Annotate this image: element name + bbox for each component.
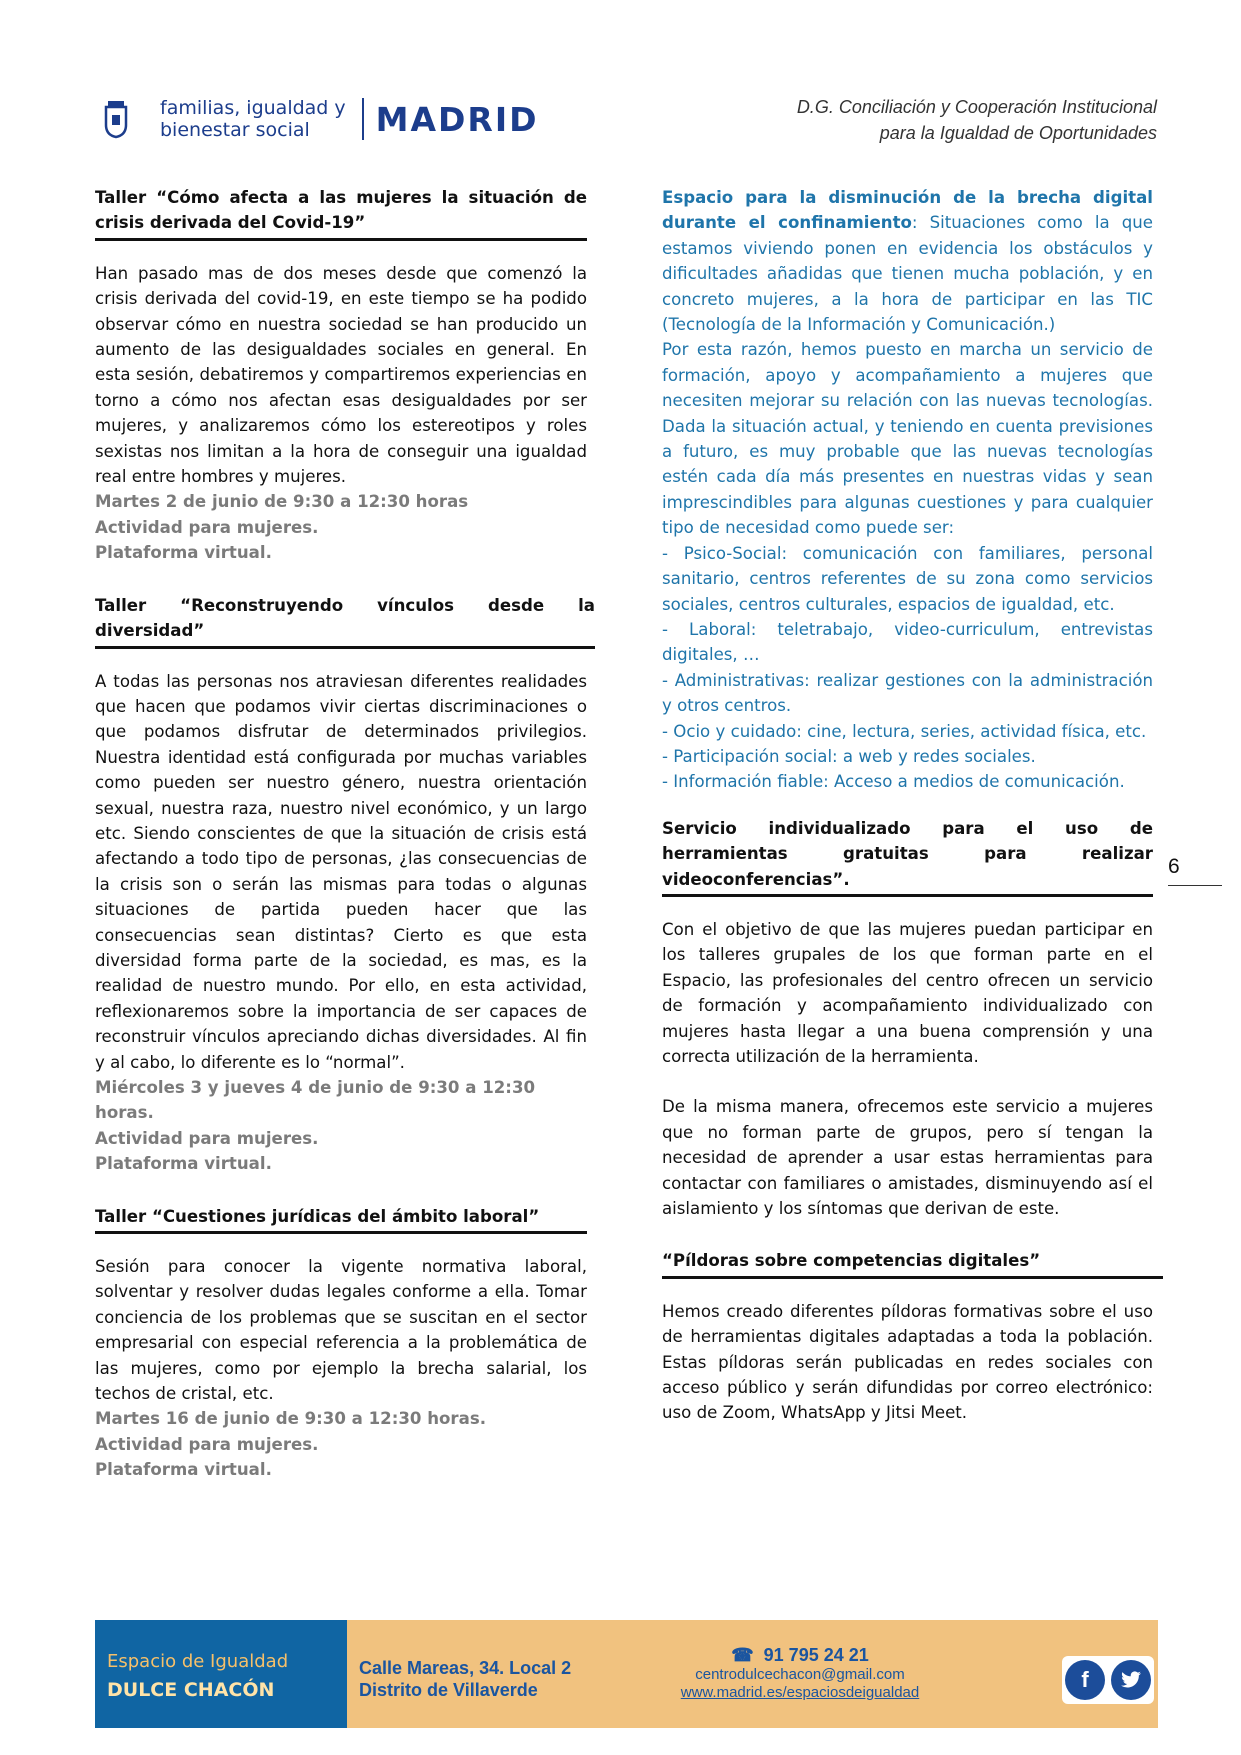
logo-department — [160, 97, 346, 141]
workshop-title: Taller “Reconstruyendo vínculos desde la diversidad” — [95, 595, 595, 641]
twitter-icon[interactable] — [1111, 1660, 1151, 1700]
service-title: Servicio individualizado para el uso de herramientas gratuitas para realizar videoconferencias”. — [662, 818, 1153, 889]
workshop-audience: Actividad para mujeres. — [95, 1128, 319, 1148]
list-item: - Información fiable: Acceso a medios de comunicación. — [662, 772, 1125, 792]
directorate-line-1: D.G. Conciliación y Cooperación Institucional — [796, 97, 1157, 117]
workshop-heading — [95, 185, 587, 241]
footer-phone[interactable]: 91 795 24 21 — [763, 1645, 869, 1665]
workshop-description: Sesión para conocer la vigente normativa laboral, solventar y resolver dudas legales conforme a ella. Tomar conciencia de los problemas que se suscitan en el sector empresarial con especial referencia a la problemática de las mujeres, como por ejemplo la brecha salarial, los techos de cristal, etc. — [95, 1257, 587, 1404]
phone-icon: ☎ — [731, 1645, 764, 1665]
list-item: - Participación social: a web y redes sociales. — [662, 746, 1036, 766]
digital-gap-section — [662, 185, 1153, 795]
service-heading — [662, 816, 1153, 897]
workshop-legal — [95, 1204, 587, 1483]
list-item: - Ocio y cuidado: cine, lectura, series, actividad física, etc. — [662, 721, 1147, 741]
footer-address-line-1: Calle Mareas, 34. Local 2 — [359, 1658, 572, 1678]
workshop-covid — [95, 185, 587, 566]
workshop-date: Miércoles 3 y jueves 4 de junio de 9:30 a 12:30 horas. — [95, 1078, 536, 1123]
workshop-heading — [95, 1204, 587, 1234]
workshop-audience: Actividad para mujeres. — [95, 1434, 319, 1454]
footer-email[interactable]: centrodulcechacon@gmail.com — [695, 1666, 905, 1683]
workshop-place: Plataforma virtual. — [95, 1460, 272, 1480]
digital-gap-intro-text: : Situaciones como la que estamos viviendo ponen en evidencia los obstáculos y dificultades añadidas que tienen mucha población, y en concreto mujeres, a la hora de participar en las TIC (Tecnología de la Información y Comunicación.) — [662, 213, 1153, 335]
workshop-audience: Actividad para mujeres. — [95, 517, 319, 537]
madrid-logo — [102, 97, 539, 141]
footer — [95, 1620, 1158, 1728]
left-column — [95, 185, 595, 1510]
workshop-heading — [95, 593, 595, 649]
directorate-line-2: para la Igualdad de Oportunidades — [879, 123, 1157, 143]
logo-line-2: bienestar social — [160, 119, 310, 141]
footer-social — [1001, 1620, 1158, 1728]
footer-space — [95, 1620, 347, 1728]
facebook-icon[interactable]: f — [1065, 1660, 1105, 1700]
pills-heading — [662, 1248, 1163, 1278]
footer-address — [347, 1620, 599, 1728]
social-links — [1062, 1656, 1154, 1704]
workshop-date: Martes 16 de junio de 9:30 a 12:30 horas. — [95, 1409, 486, 1429]
directorate-header — [797, 94, 1157, 146]
individual-service-section — [662, 816, 1153, 1222]
footer-phone-row — [599, 1644, 1001, 1666]
digital-pills-section — [662, 1248, 1153, 1425]
digital-gap-paragraph: Por esta razón, hemos puesto en marcha un servicio de formación, apoyo y acompañamiento a mujeres que necesiten mejorar su relación con las nuevas tecnologías. Dada la situación actual, y teniendo en cuenta previsiones a futuro, es muy probable que las nuevas tecnologías estén cada día más presentes en nuestras vidas y sean imprescindibles para algunas cuestiones y para cualquier tipo de necesidad como puede ser: — [662, 340, 1153, 538]
page-number: 6 — [1168, 855, 1222, 886]
workshop-date: Martes 2 de junio de 9:30 a 12:30 horas — [95, 492, 469, 512]
workshop-description: A todas las personas nos atraviesan diferentes realidades que hacen que podamos vivir ciertas discriminaciones o que podamos disfrutar de determinados privilegios. Nuestra identidad está configurada por muchas variables como pueden ser nuestro género, nuestra orientación sexual, nuestra raza, nuestro nivel económico, y un largo etc. Siendo conscientes de que la situación de crisis está afectando a todo tipo de personas, ¿las consecuencias de la crisis son o serán las mismas para todas o algunas situaciones de partida pueden hacer que las consecuencias sean distintas? Cierto es que esta diversidad forma parte de la sociedad, es mas, es la realidad de nuestro mundo. Por ello, en esta actividad, reflexionaremos sobre la importancia de ser capaces de reconstruir vínculos apreciando dichas diversidades. Al fin y al cabo, lo diferente es lo “normal”. — [95, 671, 587, 1072]
footer-address-line-2: Distrito de Villaverde — [359, 1680, 538, 1700]
pills-title: “Píldoras sobre competencias digitales” — [662, 1251, 1041, 1271]
footer-space-name: DULCE CHACÓN — [107, 1679, 275, 1701]
list-item: - Laboral: teletrabajo, video-curriculum, entrevistas digitales, … — [662, 619, 1153, 665]
list-item: - Administrativas: realizar gestiones con la administración y otros centros. — [662, 670, 1153, 716]
workshop-title: Taller “Cómo afecta a las mujeres la situación de crisis derivada del Covid-19” — [95, 188, 587, 233]
pills-description: Hemos creado diferentes píldoras formativas sobre el uso de herramientas digitales adaptadas a toda la población. Estas píldoras serán publicadas en redes sociales con acceso público y serán difundidas por correo electrónico: uso de Zoom, WhatsApp y Jitsi Meet. — [662, 1301, 1153, 1423]
workshop-title: Taller “Cuestiones jurídicas del ámbito laboral” — [95, 1206, 540, 1226]
digital-gap-intro — [662, 185, 1153, 337]
workshop-place: Plataforma virtual. — [95, 543, 272, 563]
footer-contact — [599, 1620, 1001, 1728]
workshop-diversity — [95, 593, 595, 1177]
workshop-place: Plataforma virtual. — [95, 1154, 272, 1174]
service-paragraph-2: De la misma manera, ofrecemos este servicio a mujeres que no forman parte de grupos, pero sí tengan la necesidad de aprender a usar estas herramientas para contactar con familiares o amistades, disminuyendo así el aislamiento y los síntomas que derivan de este. — [662, 1097, 1153, 1219]
logo-divider — [362, 98, 364, 140]
footer-website-link[interactable]: www.madrid.es/espaciosdeigualdad — [680, 1684, 920, 1701]
workshop-description: Han pasado mas de dos meses desde que comenzó la crisis derivada del covid-19, en este tiempo se ha podido observar cómo en nuestra sociedad se han producido un aumento de las desigualdades sociales en general. En esta sesión, debatiremos y compartiremos experiencias en torno a cómo nos afectan esas desigualdades por ser mujeres, y analizaremos cómo los estereotipos y roles sexistas nos limitan a la hora de conseguir una igualdad real entre hombres y mujeres. — [95, 263, 587, 487]
list-item: - Psico-Social: comunicación con familiares, personal sanitario, centros referentes de su zona como servicios sociales, centros culturales, espacios de igualdad, etc. — [662, 543, 1153, 614]
service-paragraph-1: Con el objetivo de que las mujeres puedan participar en los talleres grupales de los que forman parte en el Espacio, las profesionales del centro ofrecen un servicio de formación y acompañamiento individualizado con mujeres hasta llegar a una buena comprensión y una correcta utilización de la herramienta. — [662, 919, 1153, 1066]
digital-gap-title: Espacio para la disminución de la brecha digital durante el confinamiento — [662, 188, 1153, 233]
right-column — [662, 185, 1153, 1453]
logo-city: MADRID — [375, 99, 539, 139]
logo-line-1: familias, igualdad y — [160, 97, 346, 119]
footer-space-label: Espacio de Igualdad — [107, 1651, 289, 1672]
madrid-crest-icon — [102, 99, 130, 139]
